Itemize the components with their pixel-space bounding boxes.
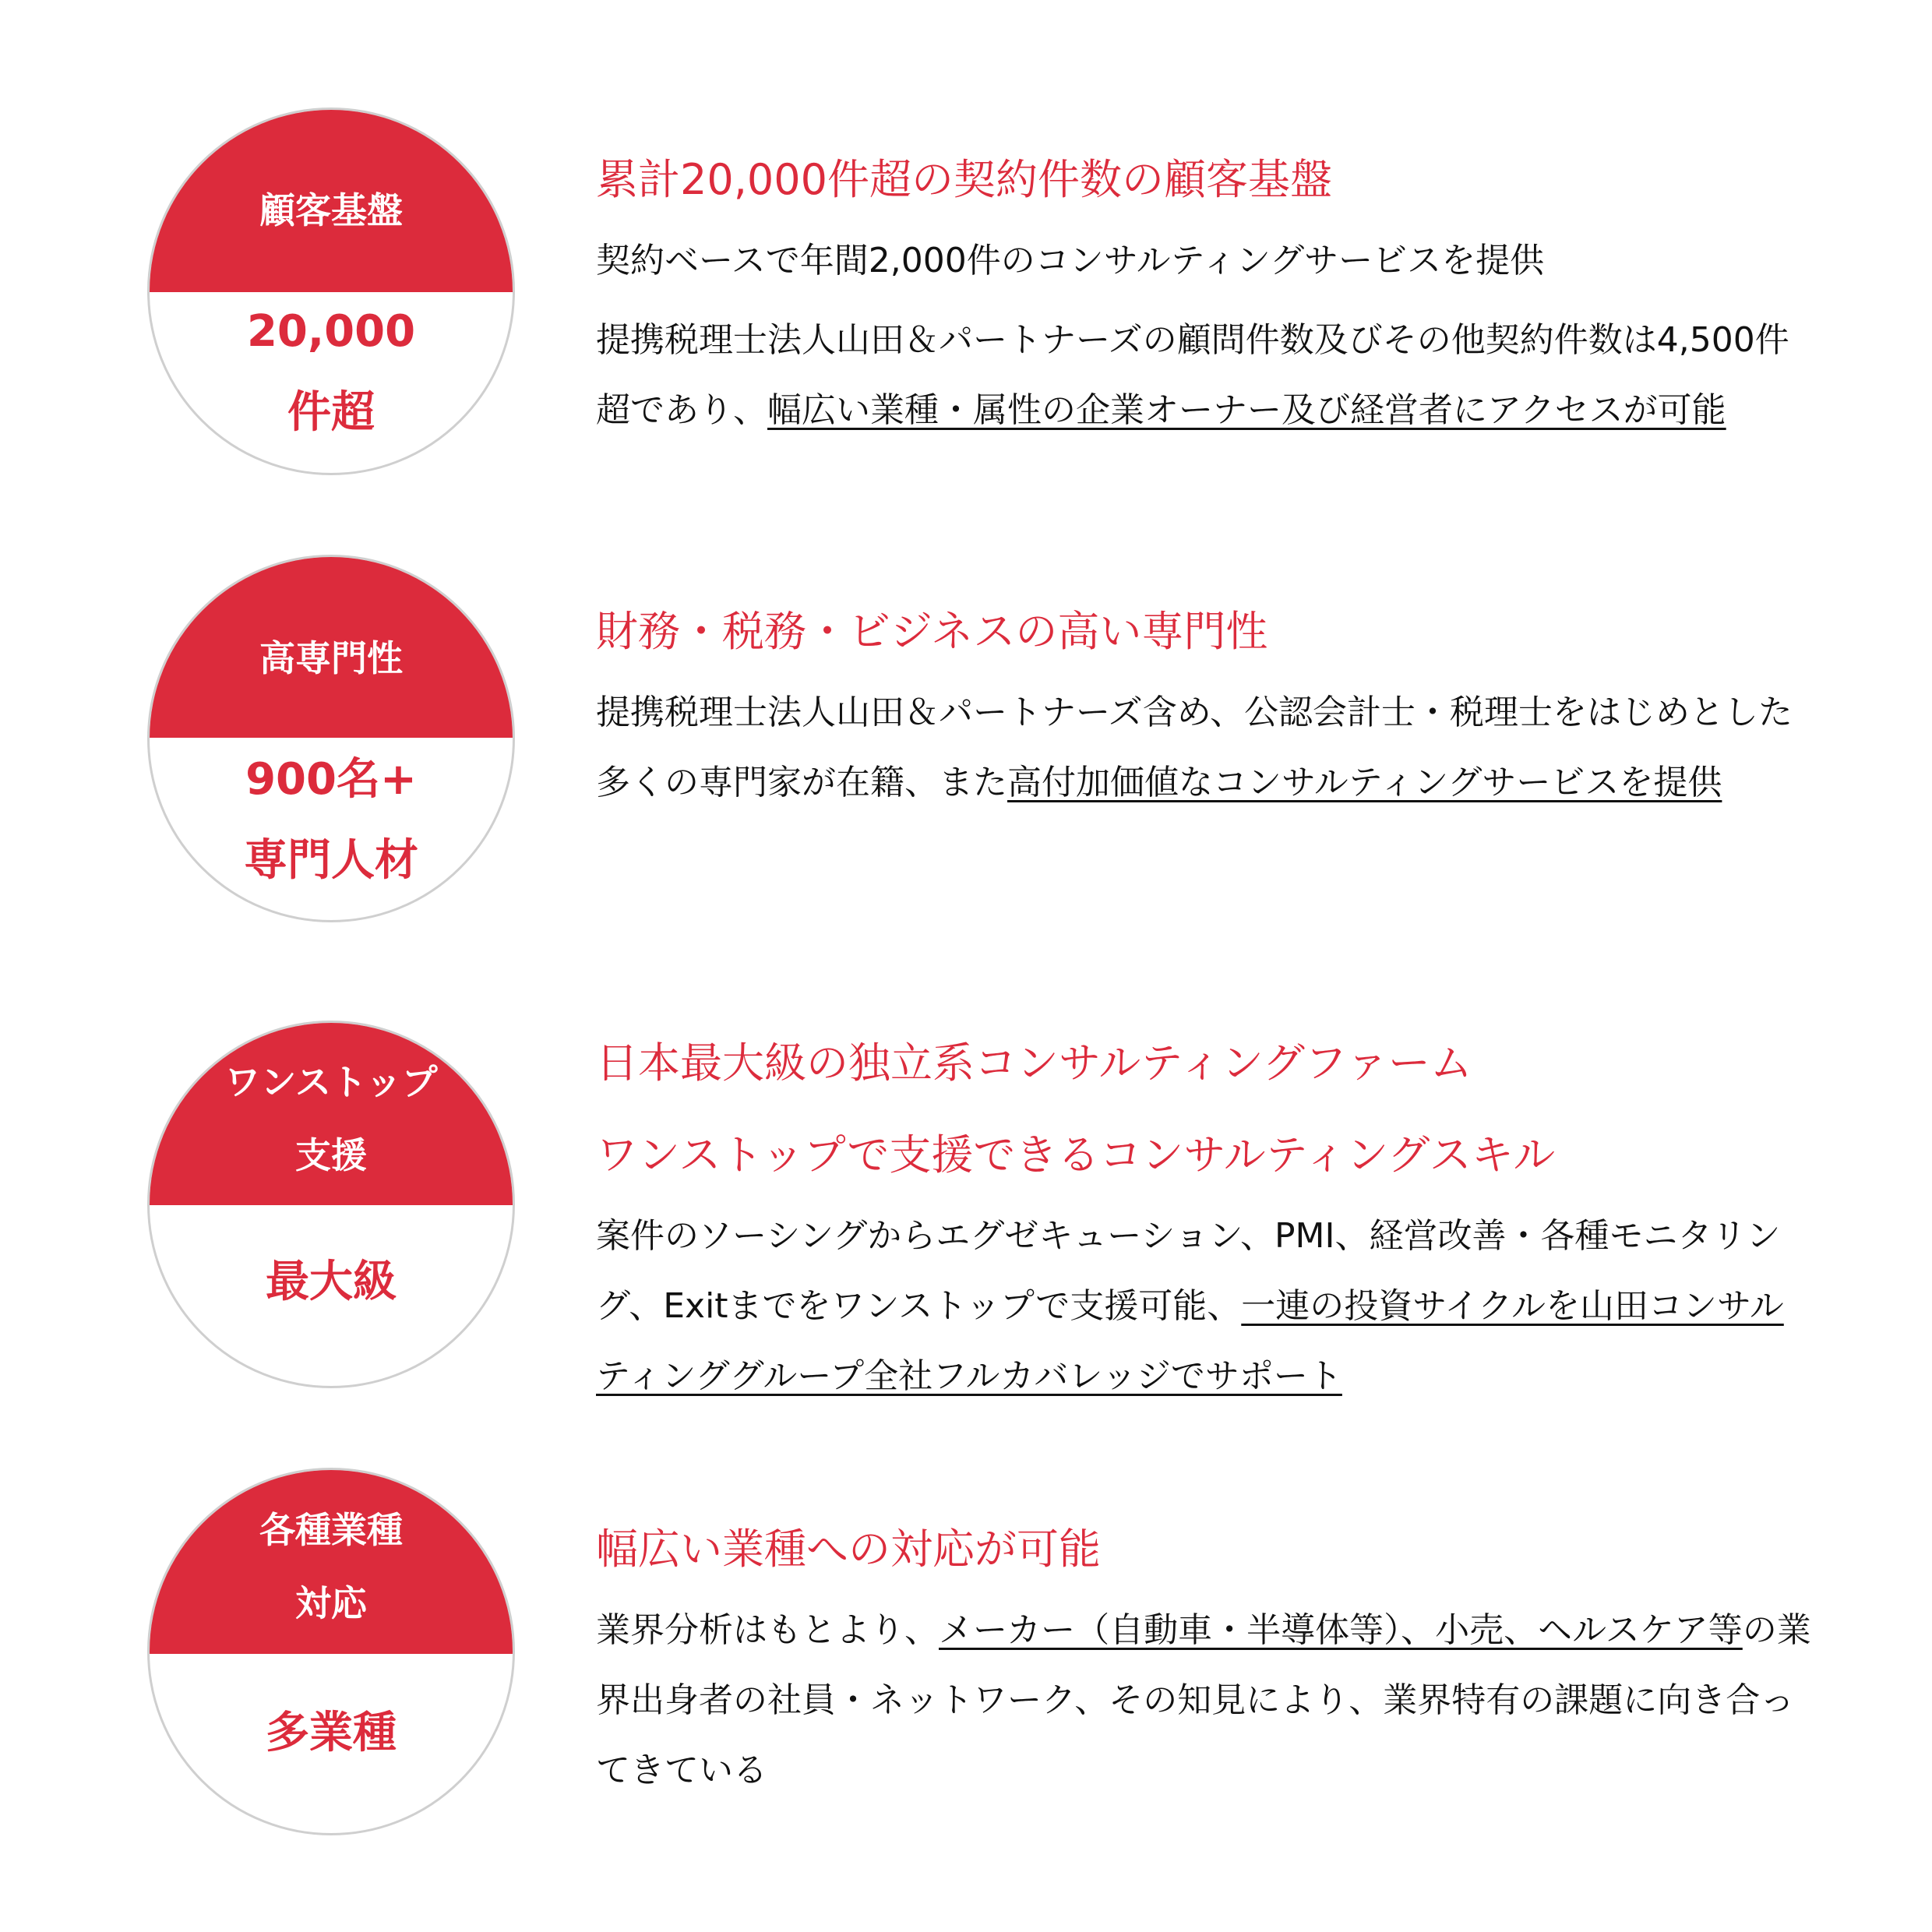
- badge-label: 対応: [295, 1582, 367, 1624]
- section-heading: 財務・税務・ビジネスの高い専門性: [596, 607, 1268, 656]
- section-paragraph: [596, 226, 1811, 296]
- paragraph-emphasis: メーカー（自動車・半導体等）、小売、ヘルスケア等: [939, 1610, 1743, 1650]
- paragraph-text: 提携税理士法人山田＆パートナーズ含め、公認会計士・税理士をはじめとした多くの専門家が在籍、また: [596, 693, 1793, 802]
- badge-circle: [147, 1468, 515, 1835]
- paragraph-text: 契約ベースで年間2,000件のコンサルティングサービスを提供: [596, 241, 1545, 280]
- section-content: [596, 134, 1811, 446]
- section-content: [596, 586, 1811, 818]
- section-paragraph: [596, 678, 1811, 818]
- badge-value: 専門人材: [244, 835, 418, 886]
- badge-label: ワンストップ: [224, 1061, 438, 1103]
- section-heading: ワンストップで支援できるコンサルティングスキル: [596, 1130, 1556, 1179]
- badge-circle: [147, 1021, 515, 1388]
- badge-label: 各種業種: [259, 1509, 403, 1551]
- paragraph-emphasis: 幅広い業種・属性の企業オーナー及び経営者にアクセスが可能: [767, 390, 1726, 430]
- badge-label: 顧客基盤: [259, 189, 403, 231]
- paragraph-text: 業界分析はもとより、: [596, 1610, 939, 1650]
- section-paragraph: [596, 1595, 1811, 1806]
- badge-value: 900名+: [245, 754, 417, 805]
- paragraph-text: 案件のソーシングからエグゼキューション、PMI、経営改善・各種モニタリング、Exitまでをワンストップで支援可能、: [596, 1216, 1781, 1326]
- section-heading: 幅広い業種への対応が可能: [596, 1525, 1101, 1574]
- badge-value: 20,000: [246, 306, 416, 357]
- section-content: [596, 1504, 1811, 1806]
- section-paragraph: [596, 305, 1811, 446]
- section-paragraph: [596, 1201, 1811, 1412]
- paragraph-text: の業界出身者の社員・ネットワーク、その知見により、業界特有の課題に向き合ってきている: [596, 1610, 1811, 1790]
- badge-value: 多業種: [266, 1708, 397, 1758]
- section-content: [596, 1017, 1811, 1412]
- section-heading: 累計20,000件超の契約件数の顧客基盤: [596, 155, 1332, 204]
- paragraph-emphasis: 高付加価値なコンサルティングサービスを提供: [1007, 763, 1722, 802]
- badge-value-area: [150, 733, 513, 920]
- badge-value-area: [150, 1200, 513, 1386]
- badge-value: 件超: [287, 387, 375, 438]
- badge-value-area: [150, 1649, 513, 1833]
- badge-label-area: [150, 110, 513, 292]
- badge-label: 高専門性: [259, 637, 403, 679]
- badge-label-area: [150, 1470, 513, 1654]
- badge-label: 支援: [295, 1134, 367, 1176]
- paragraph-text: 提携税理士法人山田＆パートナーズの顧問件数及びその他契約件数は4,500件超であり、: [596, 320, 1789, 430]
- badge-circle: [147, 108, 515, 475]
- badge-label-area: [150, 557, 513, 738]
- section-heading: 日本最大級の独立系コンサルティングファーム: [596, 1038, 1472, 1088]
- badge-value: 最大級: [266, 1257, 397, 1307]
- badge-label-area: [150, 1023, 513, 1205]
- badge-circle: [147, 555, 515, 922]
- paragraph-emphasis: 一連の投資サイクルを山田コンサルティンググループ全社フルカバレッジでサポート: [596, 1286, 1784, 1396]
- badge-value-area: [150, 287, 513, 473]
